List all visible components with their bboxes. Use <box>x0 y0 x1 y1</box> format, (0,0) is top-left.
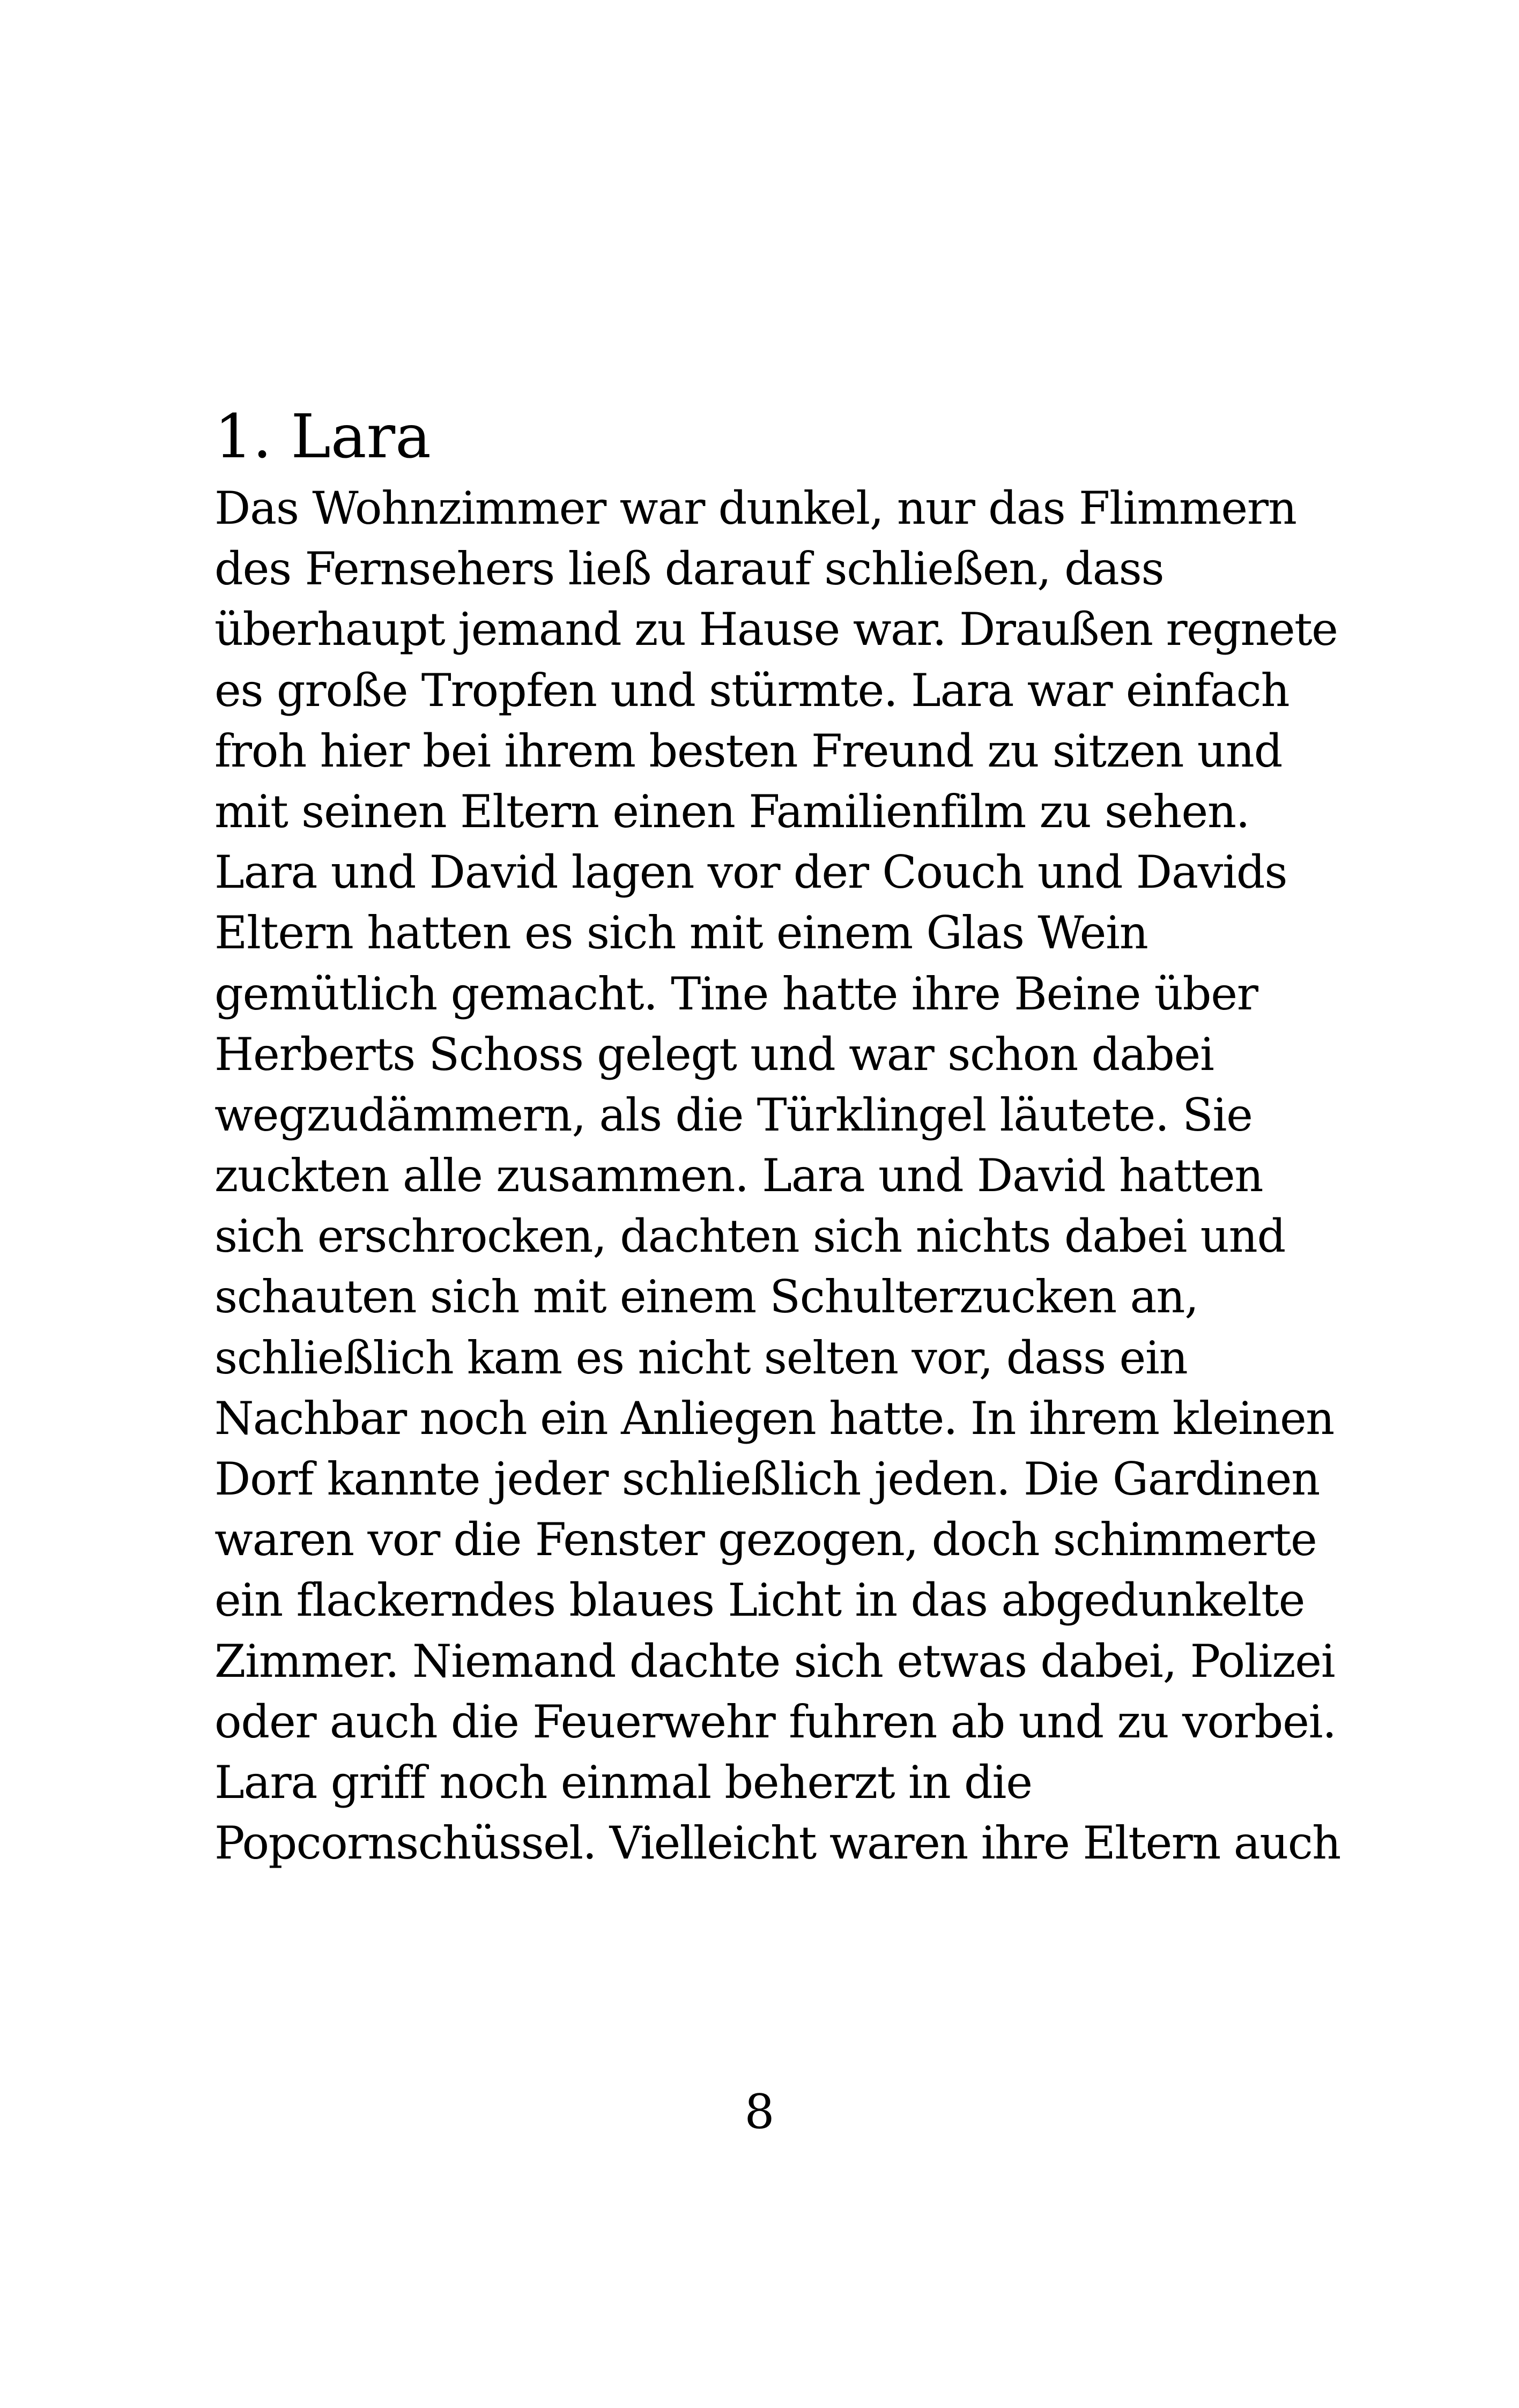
text-line: waren vor die Fenster gezogen, doch schimmerte <box>214 1513 1317 1566</box>
text-line: gemütlich gemacht. Tine hatte ihre Beine über <box>214 967 1258 1020</box>
body-text <box>214 478 1340 1874</box>
text-line: zuckten alle zusammen. Lara und David hatten <box>214 1149 1263 1202</box>
text-line: Lara und David lagen vor der Couch und Davids <box>214 846 1287 899</box>
text-line: Herberts Schoss gelegt und war schon dabei <box>214 1028 1214 1081</box>
text-line: schließlich kam es nicht selten vor, dass ein <box>214 1331 1188 1384</box>
text-line: Dorf kannte jeder schließlich jeden. Die Gardinen <box>214 1453 1320 1505</box>
text-line: oder auch die Feuerwehr fuhren ab und zu vorbei. <box>214 1695 1336 1748</box>
page-number: 8 <box>744 2084 775 2139</box>
text-line: Lara griff noch einmal beherzt in die <box>214 1756 1032 1809</box>
text-line: froh hier bei ihrem besten Freund zu sitzen und <box>214 724 1283 777</box>
text-line: Popcornschüssel. Vielleicht waren ihre Eltern auch <box>214 1817 1340 1870</box>
text-line: Zimmer. Niemand dachte sich etwas dabei, Polizei <box>214 1634 1335 1688</box>
text-line: Das Wohnzimmer war dunkel, nur das Flimmern <box>214 482 1296 534</box>
text-line: Eltern hatten es sich mit einem Glas Wein <box>214 906 1148 960</box>
chapter-title: 1. Lara <box>214 402 431 472</box>
text-line: es große Tropfen und stürmte. Lara war einfach <box>214 664 1290 717</box>
text-line: sich erschrocken, dachten sich nichts dabei und <box>214 1210 1286 1263</box>
text-line: wegzudämmern, als die Türklingel läutete. Sie <box>214 1088 1253 1141</box>
text-line: schauten sich mit einem Schulterzucken an, <box>214 1270 1198 1324</box>
text-line: Nachbar noch ein Anliegen hatte. In ihrem kleinen <box>214 1392 1334 1445</box>
text-line: ein flackerndes blaues Licht in das abgedunkelte <box>214 1574 1305 1627</box>
text-line: des Fernsehers ließ darauf schließen, dass <box>214 542 1164 596</box>
text-line: überhaupt jemand zu Hause war. Draußen regnete <box>214 603 1338 656</box>
text-line: mit seinen Eltern einen Familienfilm zu sehen. <box>214 785 1250 838</box>
